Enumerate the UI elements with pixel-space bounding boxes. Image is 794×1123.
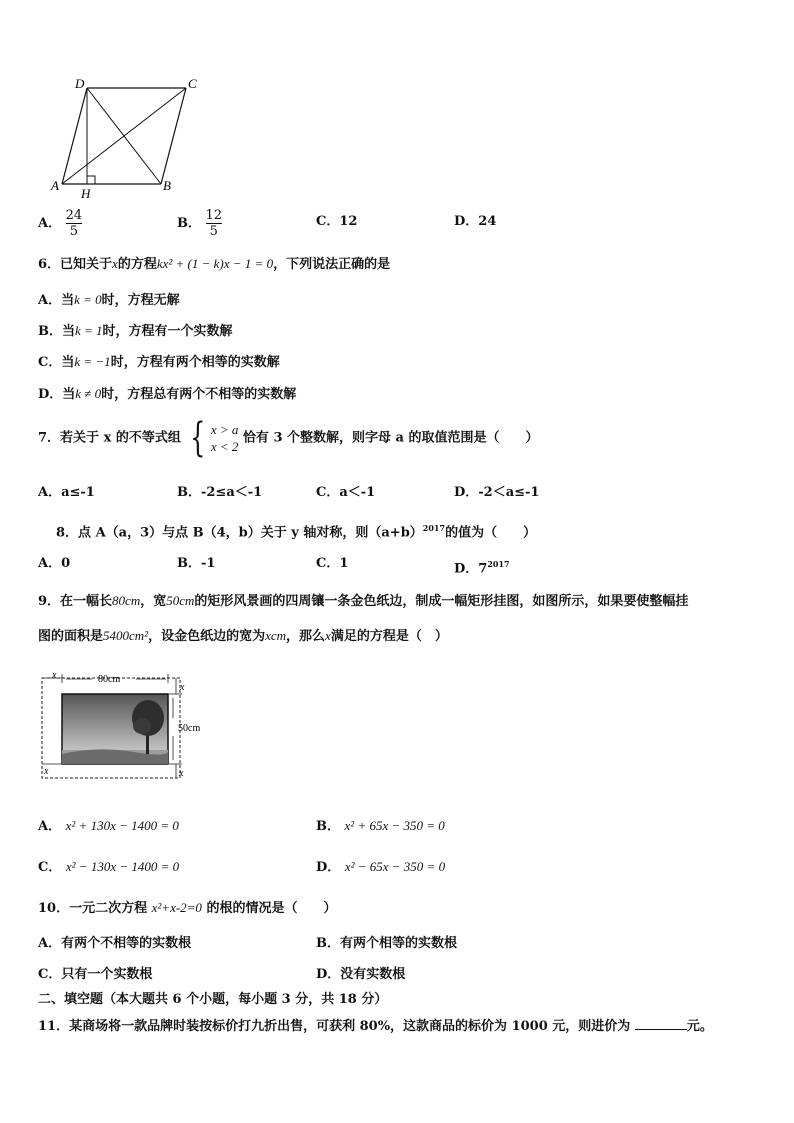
q10-option-b: B．有两个相等的实数根	[316, 936, 457, 951]
q5-option-a-fraction: $\frac{24}{5}$	[65, 208, 83, 239]
q7-option-c: C．a＜-1	[316, 485, 376, 500]
q8-option-c: C．1	[316, 556, 349, 571]
q9-option-c: C． x² − 130x − 1400 = 0	[38, 859, 180, 875]
q9-option-a: A． x² + 130x − 1400 = 0	[38, 818, 179, 834]
label-50cm: 50cm	[178, 723, 201, 734]
q5-option-c: C．12	[316, 214, 358, 229]
q5-option-d: D．24	[454, 214, 497, 229]
q10-option-a: A．有两个不相等的实数根	[38, 936, 192, 951]
q8-option-d: D．$7^{2017}$	[454, 559, 510, 577]
q5-option-b: B． $\frac{12}{5}$	[177, 208, 223, 239]
label-x-topleft: x	[52, 670, 57, 681]
label-A: A	[51, 178, 59, 193]
q7-option-a: A．a≤-1	[38, 485, 95, 500]
inequality-system: { x > a x < 2	[190, 415, 239, 461]
q6-option-c: C．当k = −1时，方程有两个相等的实数解	[38, 354, 280, 370]
q10-stem: 10．一元二次方程 x²+x-2=0 的根的情况是（ ）	[38, 900, 337, 916]
q8-option-a: A．0	[38, 556, 71, 571]
label-H: H	[81, 186, 91, 201]
parallelogram-figure	[46, 74, 216, 204]
label-x-bottomright: x	[179, 768, 184, 779]
q9-option-d: D． x² − 65x − 350 = 0	[316, 859, 446, 875]
label-D: D	[75, 76, 85, 91]
section-heading-fill-in: 二、填空题（本大题共 6 个小题，每小题 3 分，共 18 分）	[38, 992, 388, 1007]
q9-option-b: B． x² + 65x − 350 = 0	[316, 818, 445, 834]
q10-option-d: D．没有实数根	[316, 967, 406, 982]
q11-stem: 11．某商场将一款品牌时装按标价打九折出售，可获利 80%，这款商品的标价为 1000 元，则进价为 元。	[38, 1019, 713, 1034]
q7-option-b: B．-2≤a＜-1	[177, 485, 263, 500]
q6-option-b: B．当k = 1时，方程有一个实数解	[38, 323, 233, 339]
framed-painting-figure	[38, 668, 208, 786]
answer-blank[interactable]	[635, 1017, 687, 1030]
q10-option-c: C．只有一个实数根	[38, 967, 153, 982]
q6-option-a: A．当k = 0时，方程无解	[38, 292, 180, 308]
q9-stem-line2: 图的面积是5400cm²，设金色纸边的宽为xcm，那么x满足的方程是（ ）	[38, 628, 448, 644]
label-x-topright: x	[180, 682, 185, 693]
label-C: C	[188, 76, 197, 91]
q7-option-d: D．-2＜a≤-1	[454, 485, 540, 500]
label-80cm: 80cm	[98, 674, 121, 685]
q9-stem-line1: 9．在一幅长80cm，宽50cm的矩形风景画的四周镶一条金色纸边，制成一幅矩形挂图，如图所示，如果要使整幅挂	[38, 593, 689, 609]
q5-option-a: A． $\frac{24}{5}$	[38, 208, 83, 239]
label-B: B	[163, 178, 171, 193]
q8-option-b: B．-1	[177, 556, 216, 571]
q5-option-b-fraction: $\frac{12}{5}$	[205, 208, 223, 239]
q6-option-d: D．当k ≠ 0时，方程总有两个不相等的实数解	[38, 386, 297, 402]
q7-stem: 7．若关于 x 的不等式组 { x > a x < 2 恰有 3 个整数解，则字母 a 的取值范围是（ ）	[38, 415, 539, 461]
q6-stem: 6．已知关于x的方程kx² + (1 − k)x − 1 = 0，下列说法正确的是	[38, 256, 391, 272]
q8-stem: 8．点 A（a，3）与点 B（4，b）关于 y 轴对称，则$(a+b)^{2017}$的值为（ ）	[56, 523, 537, 541]
label-x-bottomleft: x	[44, 766, 49, 777]
